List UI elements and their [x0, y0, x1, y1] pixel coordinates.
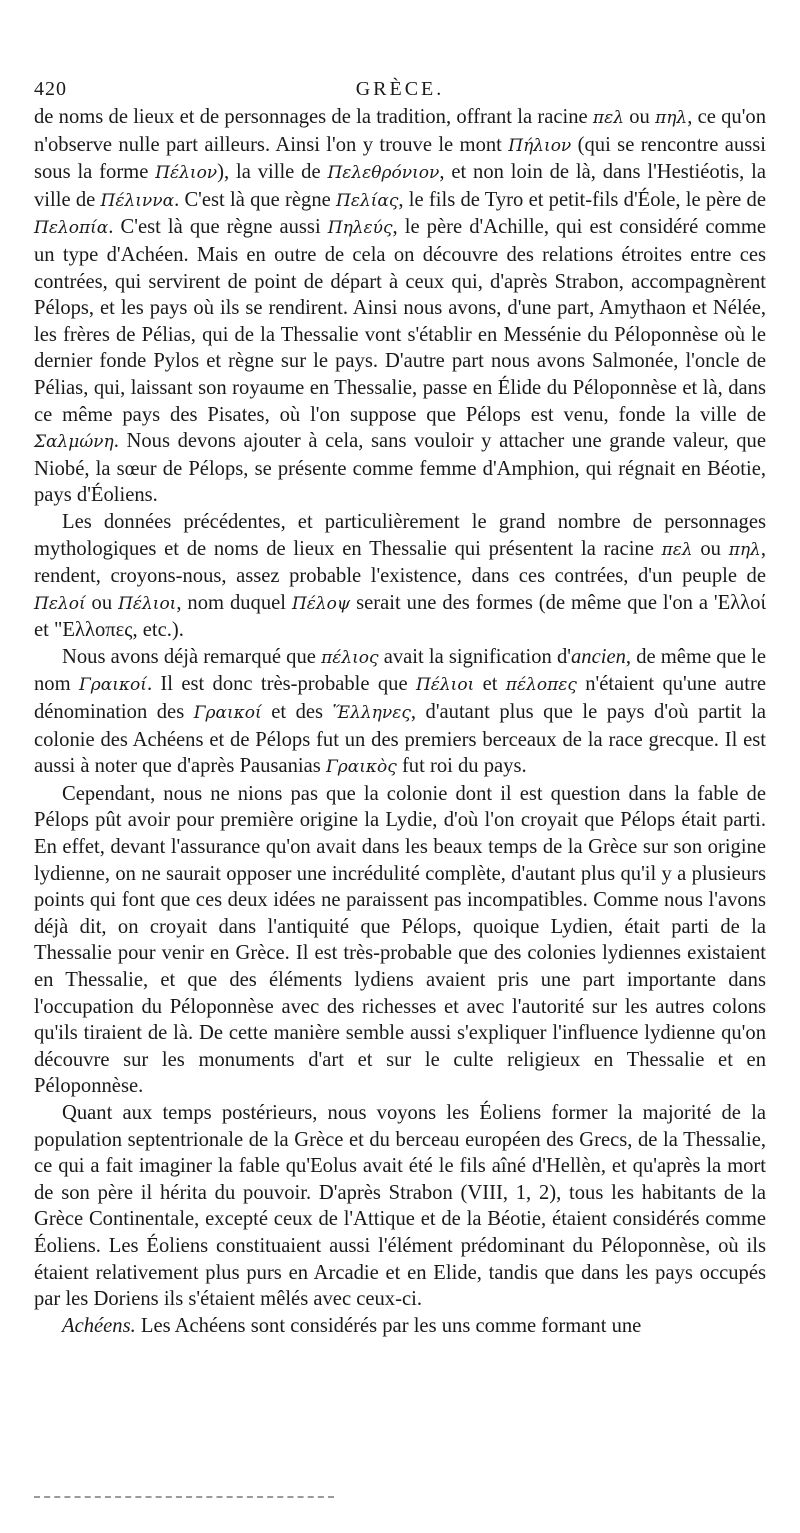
footer-rule: [34, 1496, 334, 1498]
greek-term: Πέλοψ: [291, 593, 351, 614]
text-run: (qui se rencontre aussi sous la forme: [34, 133, 766, 184]
greek-term: Πέλιοι: [415, 675, 475, 696]
greek-term: Σαλμώνη: [34, 432, 114, 453]
page: [34, 70, 766, 1339]
paragraph: [34, 781, 766, 1100]
text-run: avait la signification d': [378, 645, 571, 668]
greek-term: πηλ: [728, 539, 761, 560]
greek-term: Πήλιον: [508, 135, 572, 156]
text-run: , et non loin de là, dans l'Hestiéotis, la ville de: [34, 161, 766, 211]
greek-term: Πηλεύς: [327, 218, 393, 239]
text-run: ou: [85, 591, 119, 614]
italic-text: Achéens.: [62, 1314, 136, 1337]
text-run: , le fils de Tyro et petit-fils d'Éole, le père de: [398, 188, 766, 211]
paragraph: [34, 644, 766, 781]
greek-term: Πέλιον: [155, 163, 218, 184]
text-run: Les Achéens sont considérés par les uns comme formant une: [135, 1314, 642, 1337]
italic-text: ancien: [571, 645, 626, 668]
text-run: . C'est là que règne aussi: [108, 216, 328, 239]
running-title: GRÈCE.: [355, 78, 445, 100]
page-header: [34, 70, 766, 104]
text-run: n'étaient qu'une autre dénomination des: [34, 673, 766, 724]
greek-term: Πελοί: [34, 593, 86, 614]
text-run: , de même que le nom: [34, 645, 767, 696]
greek-term: πηλ: [655, 108, 688, 128]
greek-term: Πελεθρόνιον: [327, 163, 440, 184]
text-run: , le père d'Achille, qui est considéré comme un type d'Achéen. Mais en outre de cela on découvre des relations étroites entre ces contrées, qui servirent de point de départ à ceux qui, d'après Strabon, accompagnèrent Pélops, et les pays où ils se rendirent. Ainsi nous avons, d'une part, Amythaon et Nélée, les frères de Pélias, qui de la Thessalie vont s'établir en Messénie du Péloponnèse où le dernier fonde Pylos et règne sur le pays. D'autre part nous avons Salmonée, l'oncle de Pélias, qui, laissant son royaume en Thessalie, passe en Élide du Péloponnèse et là, dans ce même pays des Pisates, où l'on suppose que Pélops est venu, fonde la ville de: [34, 216, 766, 426]
text-run: Quant aux temps postérieurs, nous voyons les Éoliens former la majorité de la population septentrionale de la Grèce et du berceau européen des Grecs, de la Thessalie, ce qui a fait imaginer la fable qu'Eolus avait été le fils aîné d'Hellèn, et qu'après la mort de son père il hérita du pouvoir. D'après Strabon (VIII, 1, 2), tous les habitants de la Grèce Continentale, excepté ceux de l'Attique et de la Béotie, étaient considérés comme Éoliens. Les Éoliens constituaient aussi l'élément prédominant du Péloponnèse, où ils étaient relativement plus purs en Arcadie et en Elide, tandis que dans les pays occupés par les Doriens ils s'étaient mêlés avec ceux-ci.: [34, 1101, 766, 1311]
text-run: , ce qu'on n'observe nulle part ailleurs. Ainsi l'on y trouve le mont: [34, 106, 767, 156]
text-run: ), la ville de: [217, 161, 328, 184]
text-run: et: [474, 673, 506, 696]
page-number: 420: [34, 78, 67, 100]
paragraph: [34, 1100, 766, 1313]
text-run: . Il est donc très-probable que: [146, 673, 416, 696]
text-run: , d'autant plus que le pays d'où partit la colonie des Achéens et de Pélops fut un des premiers berceaux de la race grecque. Il est aussi à noter que d'après Pausanias: [34, 701, 766, 778]
text-run: et des: [261, 701, 333, 724]
text-run: Cependant, nous ne nions pas que la colonie dont il est question dans la fable de Pélops pût avoir pour première origine la Lydie, d'où l'on croyait que Pélops était parti. En effet, devant l'assurance qu'on avait dans les beaux temps de la Grèce sur son origine lydienne, on ne saurait opposer une incrédulité complète, d'autant plus qu'il y a plusieurs points qui font que ces deux idées ne paraissent pas incompatibles. Comme nous l'avons déjà dit, on croyait dans l'antiquité que Pélops, quoique Lydien, était parti de la Thessalie pour venir en Grèce. Il est très-probable que des colonies lydiennes existaient en Thessalie, et que des éléments lydiens avaient pris une part importante dans l'occupation du Péloponnèse avec des richesses et avec l'autorité sur les autres colons qu'ils tiraient de là. De cette manière semble aussi s'expliquer l'influence lydienne qu'on découvre sur les monuments d'art et sur le culte religieux en Thessalie et en Péloponnèse.: [34, 782, 766, 1098]
text-run: fut roi du pays.: [396, 755, 527, 778]
greek-term: Πελίας: [336, 190, 399, 211]
text-run: . Nous devons ajouter à cela, sans vouloir y attacher une grande valeur, que Niobé, la sœur de Pélops, se présente comme femme d'Amphion, qui régnait en Béotie, pays d'Éoliens.: [34, 430, 766, 507]
text-run: Nous avons déjà remarqué que: [62, 645, 322, 668]
text-run: . C'est là que règne: [174, 188, 337, 211]
greek-term: Γραικοί: [78, 675, 147, 696]
greek-term: πελ: [592, 108, 624, 128]
greek-term: Πελοπία: [34, 218, 109, 239]
paragraph: [34, 509, 766, 644]
paragraph: [34, 104, 766, 509]
body-text: [34, 104, 766, 1339]
greek-term: Πέλιοι: [118, 593, 177, 614]
text-run: , rendent, croyons-nous, assez probable l'existence, dans ces contrées, d'un peuple de: [34, 537, 766, 588]
greek-term: πέλοπες: [505, 675, 577, 696]
text-run: serait une des formes (de même que l'on a 'Ελλοί et "Ελλοπες, etc.).: [34, 591, 766, 642]
greek-term: Γραικοί: [193, 703, 262, 724]
greek-term: πέλιος: [321, 647, 379, 668]
text-run: Les données précédentes, et particulièrement le grand nombre de personnages mythologiques et de noms de lieux en Thessalie qui présentent la racine: [34, 510, 766, 560]
greek-term: Ἕλληνες: [332, 703, 411, 724]
paragraph: [34, 1313, 766, 1340]
greek-term: Γραικὸς: [325, 757, 397, 778]
greek-term: πελ: [661, 539, 693, 560]
greek-term: Πέλιννα: [100, 190, 175, 211]
text-run: ou: [692, 537, 729, 560]
text-run: de noms de lieux et de personnages de la tradition, offrant la racine: [34, 106, 593, 128]
text-run: , nom duquel: [176, 591, 292, 614]
text-run: ou: [623, 106, 656, 128]
